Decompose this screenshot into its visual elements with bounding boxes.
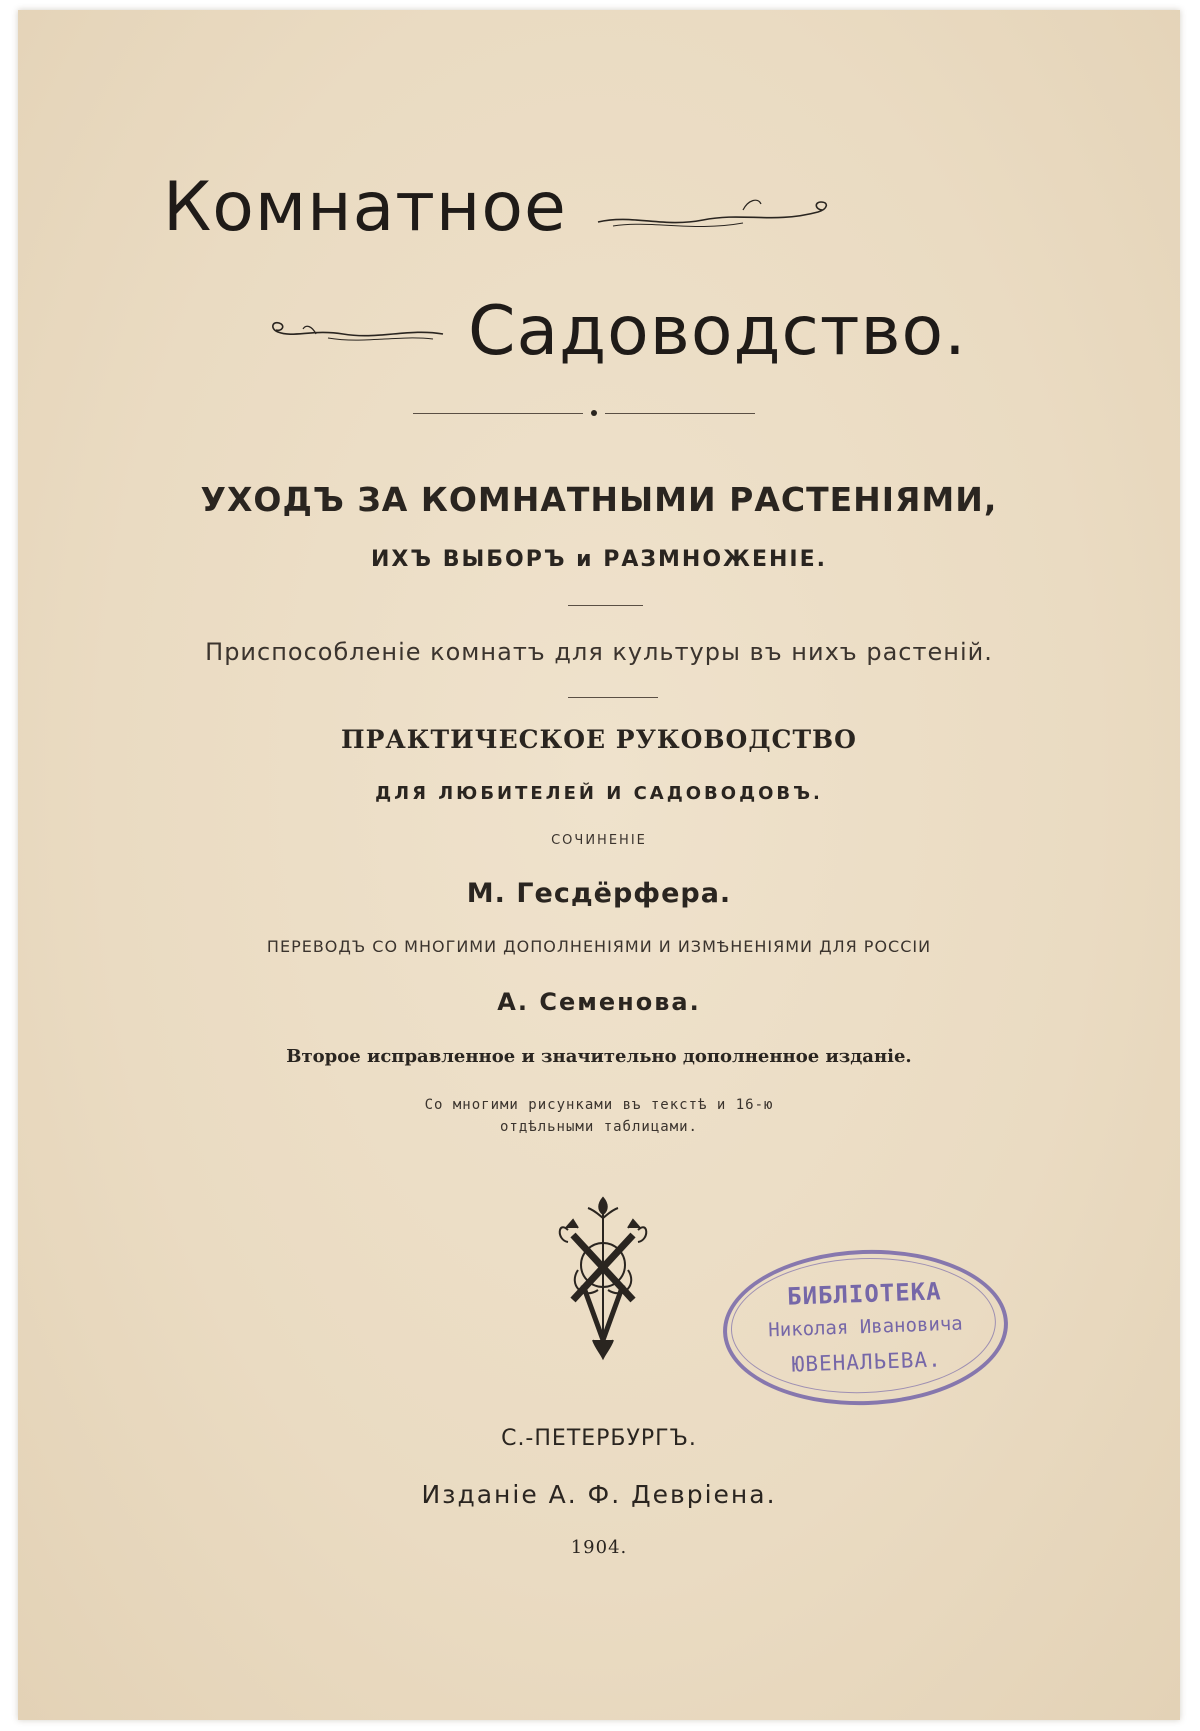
edition-note: Второе исправленное и значительно дополненное изданіе. <box>286 1046 912 1067</box>
flourish-left-icon <box>268 312 448 352</box>
imprint-year: 1904. <box>570 1537 628 1558</box>
illustrations-note-line-1: Со многими рисунками въ текстѣ и 16-ю <box>424 1097 774 1113</box>
stamp-line-2: Николая Ивановича <box>767 1312 964 1342</box>
subtitle-audience: ДЛЯ ЛЮБИТЕЛЕЙ И САДОВОДОВЪ. <box>375 783 823 804</box>
imprint-city: С.-ПЕТЕРБУРГЪ. <box>501 1426 697 1451</box>
translation-note: ПЕРЕВОДЪ СО МНОГИМИ ДОПОЛНЕНІЯМИ И ИЗМѢНЕНІЯМИ ДЛЯ РОССІИ <box>266 937 932 956</box>
subtitle-adaptation: Приспособленіе комнатъ для культуры въ нихъ растеній. <box>205 638 993 666</box>
subtitle-care: УХОДЪ ЗА КОМНАТНЫМИ РАСТЕНІЯМИ, <box>200 480 998 519</box>
work-label: СОЧИНЕНІЕ <box>551 833 647 848</box>
translator-name: А. Семенова. <box>497 988 701 1016</box>
rule-divider <box>568 697 658 698</box>
illustrations-note-line-2: отдѣльными таблицами. <box>499 1119 698 1135</box>
library-stamp <box>720 1245 1010 1410</box>
author-name: М. Гесдёрфера. <box>466 878 732 909</box>
title-line-2: Садоводство. <box>468 292 967 371</box>
flourish-right-icon <box>593 192 833 242</box>
publisher-monogram-icon <box>548 1190 658 1365</box>
stamp-line-3: ЮВЕНАЛЬЕВА. <box>791 1347 943 1377</box>
stamp-line-1: БИБЛІОТЕКА <box>786 1277 943 1311</box>
title-page <box>18 10 1180 1720</box>
imprint-publisher: Изданіе А. Ф. Девріена. <box>421 1480 777 1509</box>
rule-right <box>605 413 755 414</box>
rule-divider <box>568 605 643 606</box>
title-line-1: Комнатное <box>163 168 567 247</box>
subtitle-selection: ИХЪ ВЫБОРЪ и РАЗМНОЖЕНІЕ. <box>371 547 827 572</box>
subtitle-guide: ПРАКТИЧЕСКОЕ РУКОВОДСТВО <box>341 725 857 754</box>
rule-left <box>413 413 583 414</box>
rule-dot-icon <box>591 410 597 416</box>
